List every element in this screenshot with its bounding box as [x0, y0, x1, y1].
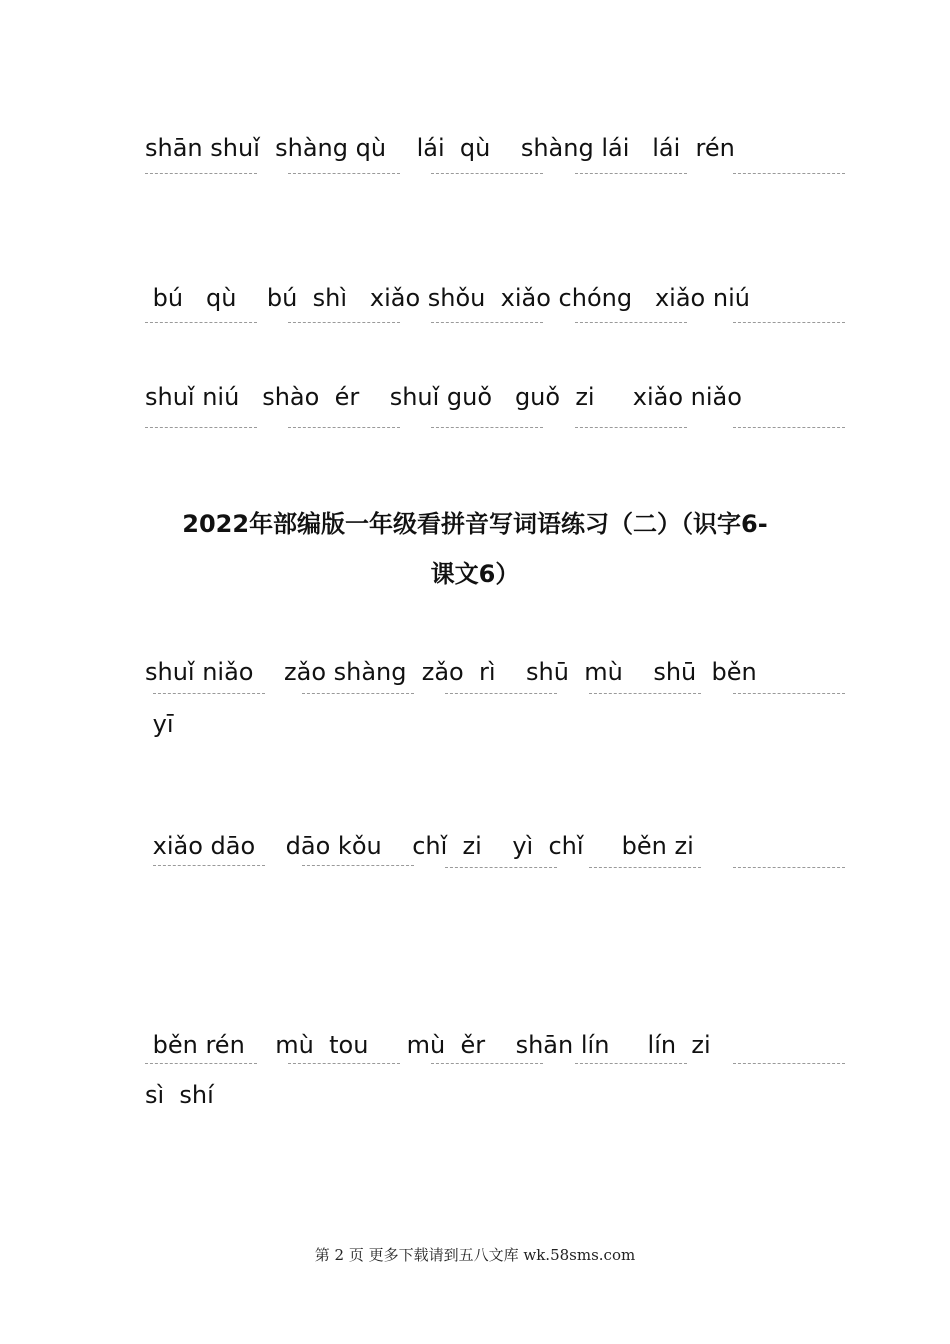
- writing-blank: [302, 693, 414, 694]
- writing-blank: [589, 693, 701, 694]
- writing-blank: [153, 693, 265, 694]
- writing-blank: [431, 173, 543, 174]
- pinyin-row-6: běn rén mù tou mù ěr shān lín lín zi: [145, 1031, 711, 1059]
- writing-blank: [445, 693, 557, 694]
- writing-blank: [145, 1063, 257, 1064]
- section-title-line-1: 2022年部编版一年级看拼音写词语练习（二）（识字6-: [182, 510, 768, 538]
- section-title-line-2: 课文6）: [430, 560, 520, 588]
- pinyin-row-6-overflow: sì shí: [145, 1081, 214, 1109]
- pinyin-row-3: shuǐ niú shào ér shuǐ guǒ guǒ zi xiǎo niǎo: [145, 383, 742, 411]
- writing-blank: [575, 322, 687, 323]
- pinyin-row-4: shuǐ niǎo zǎo shàng zǎo rì shū mù shū běn: [145, 658, 757, 686]
- writing-blank: [288, 1063, 400, 1064]
- writing-blank: [288, 173, 400, 174]
- writing-blank: [302, 865, 414, 866]
- writing-blank: [445, 867, 557, 868]
- writing-blank: [575, 427, 687, 428]
- pinyin-row-1: shān shuǐ shàng qù lái qù shàng lái lái rén: [145, 134, 735, 162]
- writing-blank: [733, 173, 845, 174]
- writing-blank: [431, 322, 543, 323]
- writing-blank: [733, 693, 845, 694]
- pinyin-row-4-overflow: yī: [145, 710, 174, 738]
- writing-blank: [575, 173, 687, 174]
- pinyin-row-5: xiǎo dāo dāo kǒu chǐ zi yì chǐ běn zi: [145, 832, 694, 860]
- writing-blank: [733, 322, 845, 323]
- writing-blank: [288, 427, 400, 428]
- writing-blank: [733, 1063, 845, 1064]
- writing-blank: [145, 322, 257, 323]
- writing-blank: [733, 867, 845, 868]
- writing-blank: [153, 865, 265, 866]
- writing-blank: [145, 173, 257, 174]
- writing-blank: [145, 427, 257, 428]
- pinyin-row-2: bú qù bú shì xiǎo shǒu xiǎo chóng xiǎo niú: [145, 284, 750, 312]
- writing-blank: [431, 427, 543, 428]
- writing-blank: [431, 1063, 543, 1064]
- writing-blank: [733, 427, 845, 428]
- page-footer: 第 2 页 更多下载请到五八文库 wk.58sms.com: [314, 1246, 636, 1264]
- writing-blank: [575, 1063, 687, 1064]
- writing-blank: [589, 867, 701, 868]
- writing-blank: [288, 322, 400, 323]
